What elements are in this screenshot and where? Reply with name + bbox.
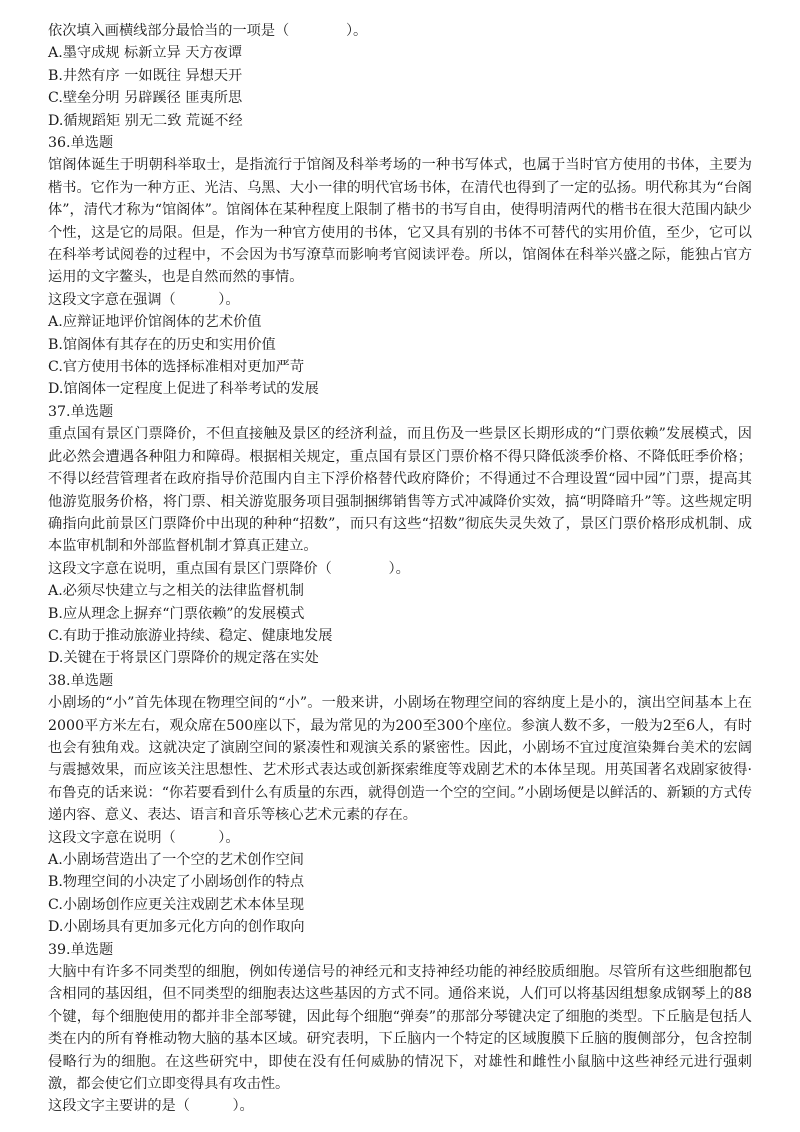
question-passage: 小剧场的“小”首先体现在物理空间的“小”。一般来讲，小剧场在物理空间的容纳度上是小的，演出空间基本上在2000平方米左右，观众席在500座以下，最为常见的为200至300个座位。参演人数不多，一般为2至6人，有时也会有独角戏。这就决定了演剧空间的紧凑性和观演关系的紧密性。因此，小剧场不宜过度渲染舞台美术的宏阔与震撼效果，而应该关注思想性、艺术形式表达或创新探索维度等戏剧艺术的本体呈现。用英国著名戏剧家彼得·布鲁克的话来说：“你若要看到什么有质量的东西，就得创造一个空的空间。”小剧场便是以鲜活的、新颖的方式传递内容、意义、表达、语言和音乐等核心艺术元素的存在。 bbox=[48, 695, 752, 824]
question-stem: 这段文字意在说明，重点国有景区门票降价（ ）。 bbox=[48, 560, 410, 577]
answer-option-b[interactable]: B.物理空间的小决定了小剧场创作的特点 bbox=[48, 874, 305, 891]
question-stem: 这段文字主要讲的是（ ）。 bbox=[48, 1098, 254, 1115]
answer-option-c[interactable]: C.有助于推动旅游业持续、稳定、健康地发展 bbox=[48, 627, 333, 644]
answer-option-d[interactable]: D.小剧场具有更加多元化方向的创作取向 bbox=[48, 919, 305, 936]
question-header: 37.单选题 bbox=[48, 403, 114, 420]
answer-option-d[interactable]: D.循规蹈矩 别无二致 荒诞不经 bbox=[48, 112, 243, 129]
question-header: 38.单选题 bbox=[48, 672, 114, 689]
question-stem: 这段文字意在说明（ ）。 bbox=[48, 829, 240, 846]
answer-option-a[interactable]: A.应辩证地评价馆阁体的艺术价值 bbox=[48, 314, 262, 331]
question-passage: 馆阁体诞生于明朝科举取士，是指流行于馆阁及科举考场的一种书写体式，也属于当时官方使用的书体，主要为楷书。它作为一种方正、光洁、乌黑、大小一律的明代官场书体，在清代也得到了一定的弘扬。明代称其为“台阁体”，清代才称为“馆阁体”。馆阁体在某种程度上限制了楷书的书写自由，使得明清两代的楷书在很大范围内缺少个性，这是它的局限。但是，作为一种官方使用的书体，它又具有别的书体不可替代的实用价值，至少，它可以在科举考试阅卷的过程中，不会因为书写潦草而影响考官阅读评卷。所以，馆阁体在科举兴盛之际，能独占官方运用的文字鳌头，也是自然而然的事情。 bbox=[48, 157, 752, 286]
answer-option-a[interactable]: A.小剧场营造出了一个空的艺术创作空间 bbox=[48, 851, 304, 868]
answer-option-b[interactable]: B.井然有序 一如既往 异想天开 bbox=[48, 67, 243, 84]
question-stem: 依次填入画横线部分最恰当的一项是（ ）。 bbox=[48, 23, 368, 39]
exam-page bbox=[48, 20, 752, 1118]
answer-option-d[interactable]: D.馆阁体一定程度上促进了科举考试的发展 bbox=[48, 381, 319, 398]
question-header: 39.单选题 bbox=[48, 941, 114, 958]
answer-option-a[interactable]: A.必须尽快建立与之相关的法律监督机制 bbox=[48, 583, 304, 600]
answer-option-c[interactable]: C.小剧场创作应更关注戏剧艺术本体呈现 bbox=[48, 896, 305, 913]
answer-option-b[interactable]: B.应从理念上摒弃“门票依赖”的发展模式 bbox=[48, 605, 305, 622]
answer-option-c[interactable]: C.官方使用书体的选择标准相对更加严苛 bbox=[48, 359, 305, 376]
answer-option-c[interactable]: C.壁垒分明 另辟蹊径 匪夷所思 bbox=[48, 90, 243, 107]
answer-option-d[interactable]: D.关键在于将景区门票降价的规定落在实处 bbox=[48, 650, 319, 667]
question-passage: 重点国有景区门票降价，不但直接触及景区的经济利益，而且伤及一些景区长期形成的“门票依赖”发展模式，因此必然会遭遇各种阻力和障碍。根据相关规定，重点国有景区门票价格不得只降低淡季价格、不降低旺季价格；不得以经营管理者在政府指导价范围内自主下浮价格替代政府降价；不得通过不合理设置“园中园”门票，提高其他游览服务价格，将门票、相关游览服务项目强制捆绑销售等方式冲减降价实效，搞“明降暗升”等。这些规定明确指向此前景区门票降价中出现的种种“招数”，而只有这些“招数”彻底失灵失效了，景区门票价格形成机制、成本监审机制和外部监督机制才算真正建立。 bbox=[48, 426, 752, 555]
question-stem: 这段文字意在强调（ ）。 bbox=[48, 291, 240, 308]
answer-option-b[interactable]: B.馆阁体有其存在的历史和实用价值 bbox=[48, 336, 276, 353]
question-header: 36.单选题 bbox=[48, 135, 114, 152]
answer-option-a[interactable]: A.墨守成规 标新立异 天方夜谭 bbox=[48, 45, 243, 62]
question-passage: 大脑中有许多不同类型的细胞，例如传递信号的神经元和支持神经功能的神经胶质细胞。尽管所有这些细胞都包含相同的基因组，但不同类型的细胞表达这些基因的方式不同。通俗来说，人们可以将基因组想象成钢琴上的88个键，每个细胞使用的都并非全部琴键，因此每个细胞“弹奏”的那部分琴键决定了细胞的类型。下丘脑是包括人类在内的所有脊椎动物大脑的基本区域。研究表明，下丘脑内一个特定的区域腹膜下丘脑的腹侧部分，包含控制侵略行为的细胞。在这些研究中，即使在没有任何威胁的情况下，对雄性和雌性小鼠脑中这些神经元进行强刺激，都会使它们立即变得具有攻击性。 bbox=[48, 964, 752, 1093]
